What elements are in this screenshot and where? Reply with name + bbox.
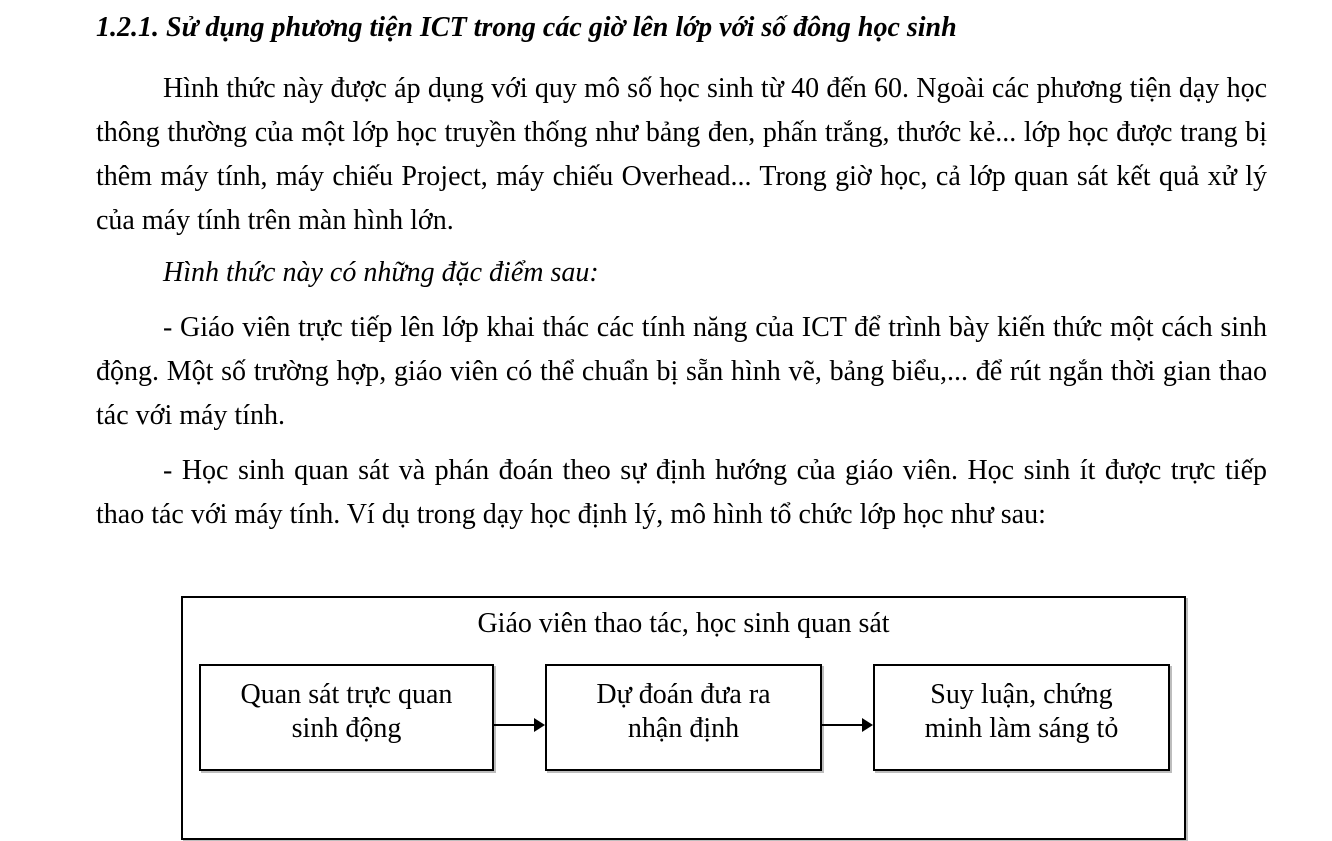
step-observe-line1: Quan sát trực quan bbox=[240, 679, 453, 710]
teacher-paragraph: - Giáo viên trực tiếp lên lớp khai thác các tính năng của ICT để trình bày kiến thức một cách sinh động. Một số trường hợp, giáo viên có thể chuẩn bị sẵn hình vẽ, bảng biểu,... để rút ngắn thời gian thao tác với máy tính. bbox=[96, 312, 1267, 431]
step-reason-line2: minh làm sáng tỏ bbox=[924, 713, 1119, 744]
arrow-right-icon bbox=[494, 724, 543, 726]
step-predict-line1: Dự đoán đưa ra bbox=[596, 679, 771, 710]
arrow-right-icon bbox=[822, 724, 871, 726]
step-reason-box bbox=[873, 664, 1170, 771]
step-predict-box bbox=[545, 664, 822, 771]
section-heading: 1.2.1. Sử dụng phương tiện ICT trong các giờ lên lớp với số đông học sinh bbox=[96, 12, 957, 43]
intro-paragraph: Hình thức này được áp dụng với quy mô số học sinh từ 40 đến 60. Ngoài các phương tiện dạy học thông thường của một lớp học truyền thống như bảng đen, phấn trắng, thước kẻ... lớp học được trang bị thêm máy tính, máy chiếu Project, máy chiếu Overhead... Trong giờ học, cả lớp quan sát kết quả xử lý của máy tính trên màn hình lớn. bbox=[96, 73, 1267, 236]
step-observe-line2: sinh động bbox=[291, 713, 402, 744]
features-intro-paragraph: Hình thức này có những đặc điểm sau: bbox=[163, 257, 599, 288]
classroom-model-diagram bbox=[181, 596, 1186, 840]
step-reason-line1: Suy luận, chứng bbox=[930, 679, 1113, 710]
step-predict-line2: nhận định bbox=[627, 713, 740, 744]
step-observe-box bbox=[199, 664, 494, 771]
student-paragraph: - Học sinh quan sát và phán đoán theo sự định hướng của giáo viên. Học sinh ít được trực tiếp thao tác với máy tính. Ví dụ trong dạy học định lý, mô hình tổ chức lớp học như sau: bbox=[96, 455, 1267, 530]
diagram-title: Giáo viên thao tác, học sinh quan sát bbox=[477, 608, 890, 639]
